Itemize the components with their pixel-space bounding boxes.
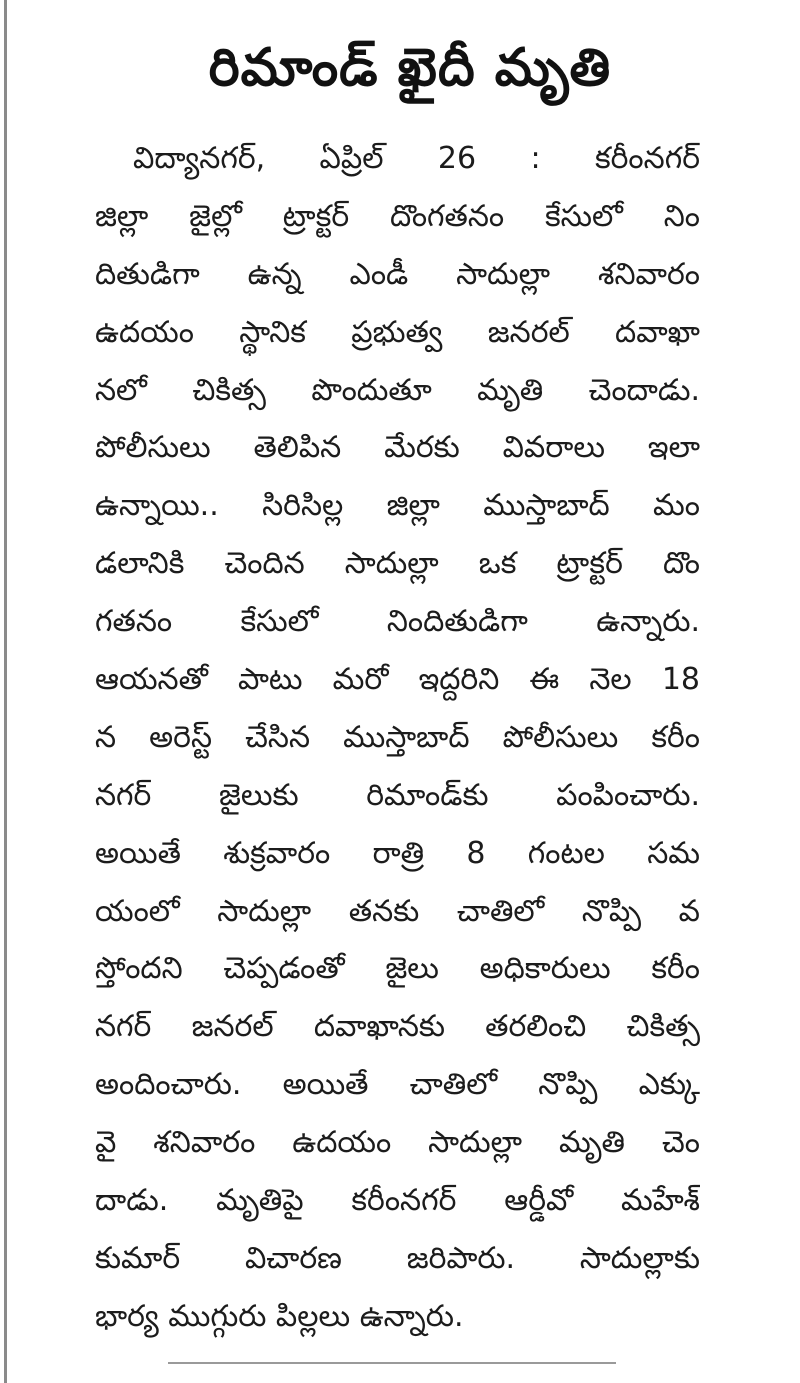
- bottom-divider: [168, 1362, 616, 1364]
- article-line: నగర్ జనరల్ దవాఖానకు తరలించి చికిత్స: [95, 1009, 700, 1045]
- article-line: భార్య ముగ్గురు పిల్లలు ఉన్నారు.: [95, 1298, 464, 1334]
- article-line: వై శనివారం ఉదయం సాదుల్లా మృతి చెం: [95, 1125, 700, 1161]
- article-body: [95, 130, 700, 1346]
- article-line: నలో చికిత్స పొందుతూ మృతి చెందాడు.: [95, 372, 700, 408]
- article-line: పోలీసులు తెలిపిన మేరకు వివరాలు ఇలా: [95, 430, 700, 466]
- article-line: గతనం కేసులో నిందితుడిగా ఉన్నారు.: [95, 604, 700, 640]
- article-line: విద్యానగర్, ఏప్రిల్ 26 : కరీంనగర్: [133, 141, 700, 176]
- article-line: కుమార్ విచారణ జరిపారు. సాదుల్లాకు: [95, 1240, 700, 1276]
- article-line: దితుడిగా ఉన్న ఎండీ సాదుల్లా శనివారం: [95, 256, 700, 292]
- article-line: అయితే శుక్రవారం రాత్రి 8 గంటల సమ: [95, 835, 700, 871]
- article-line: స్తోందని చెప్పడంతో జైలు అధికారులు కరీం: [95, 951, 700, 987]
- article-line: ఉన్నాయి.. సిరిసిల్ల జిల్లా ముస్తాబాద్ మం: [95, 488, 700, 524]
- left-column-rule: [4, 0, 7, 1383]
- article-line: యంలో సాదుల్లా తనకు చాతిలో నొప్పి వ: [95, 893, 700, 929]
- article-line: దాడు. మృతిపై కరీంనగర్ ఆర్డీవో మహేశ్: [95, 1183, 700, 1219]
- article-line: నగర్ జైలుకు రిమాండ్‌కు పంపించారు.: [95, 777, 700, 813]
- headline: రిమాండ్ ఖైదీ మృతి: [208, 38, 612, 98]
- article-line: అందించారు. అయితే చాతిలో నొప్పి ఎక్కు: [95, 1067, 700, 1103]
- article-line: ఆయనతో పాటు మరో ఇద్దరిని ఈ నెల 18: [95, 662, 700, 698]
- article-line: డలానికి చెందిన సాదుల్లా ఒక ట్రాక్టర్ దొం: [95, 546, 700, 582]
- article-line: ఉదయం స్థానిక ప్రభుత్వ జనరల్ దవాఖా: [95, 314, 700, 350]
- article-line: న అరెస్ట్ చేసిన ముస్తాబాద్ పోలీసులు కరీం: [95, 719, 700, 755]
- article-line: జిల్లా జైల్లో ట్రాక్టర్ దొంగతనం కేసులో నిం: [95, 198, 700, 234]
